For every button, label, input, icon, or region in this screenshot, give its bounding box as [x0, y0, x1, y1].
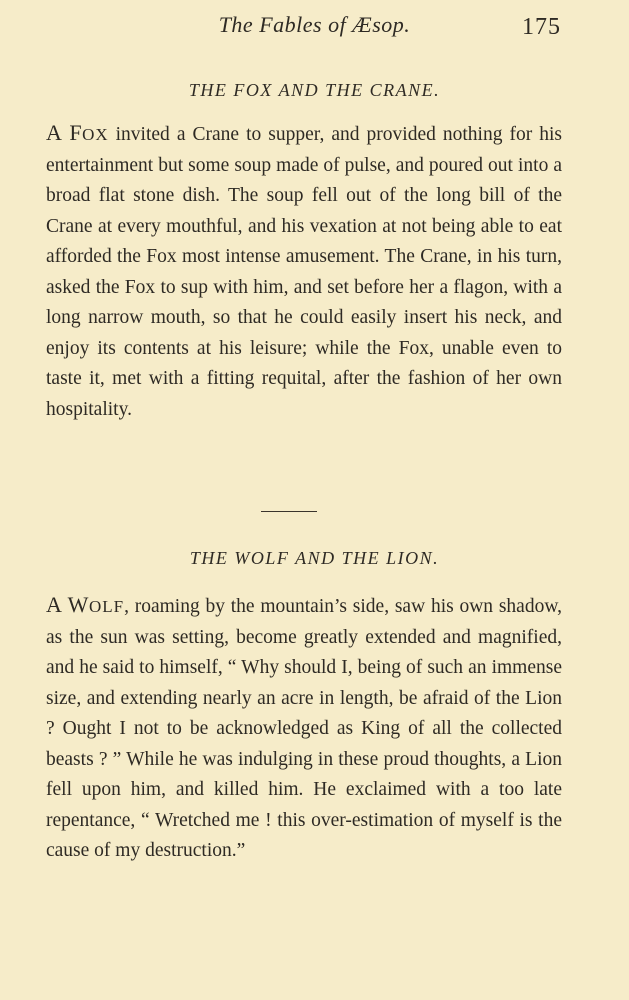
fable-paragraph: invited a Crane to supper, and provided nothing for his entertainment but some soup made of pulse, and poured out into a broad flat stone dish. The soup fell out of the long bill of the Crane at every mouthful, and his vexation at not being able to eat afforded the Fox most intense amusement. The Crane, in his turn, asked the Fox to sup with him, and set before her a flagon, with a long narrow mouth, so that he could easily insert his neck, and enjoy its contents at his leisure; while the Fox, unable even to taste it, met with a fitting requital, after the fashion of her own hospitality. [46, 124, 562, 420]
page-number: 175 [522, 14, 561, 40]
fable-paragraph: , roaming by the mountain’s side, saw his own shadow, as the sun was setting, become greatly extended and magnified, and he said to himself, “ Why should I, being of such an immense size, and extending nearly an acre in length, be afraid of the Lion ? Ought I not to be acknowledged as King of all the collected beasts ? ” While he was indulging in these proud thoughts, a Lion fell upon him, and killed him. He exclaimed with a too late repentance, “ Wretched me ! this over-estimation of myself is the cause of my destruction.” [46, 596, 563, 861]
running-head [0, 8, 629, 40]
opening-capital: A W [46, 592, 89, 617]
fable-text-wolf-and-lion [46, 590, 562, 867]
opening-smallcaps: OLF [88, 597, 125, 616]
opening-capital: A F [46, 120, 83, 145]
opening-smallcaps: OX [82, 125, 109, 144]
running-title: The Fables of Æsop. [218, 12, 411, 37]
fable-text-fox-and-crane [46, 118, 562, 425]
fable-title-fox-and-crane: THE FOX AND THE CRANE. [188, 80, 441, 100]
fable-title-wolf-and-lion: THE WOLF AND THE LION. [189, 548, 440, 568]
section-divider [261, 511, 317, 512]
